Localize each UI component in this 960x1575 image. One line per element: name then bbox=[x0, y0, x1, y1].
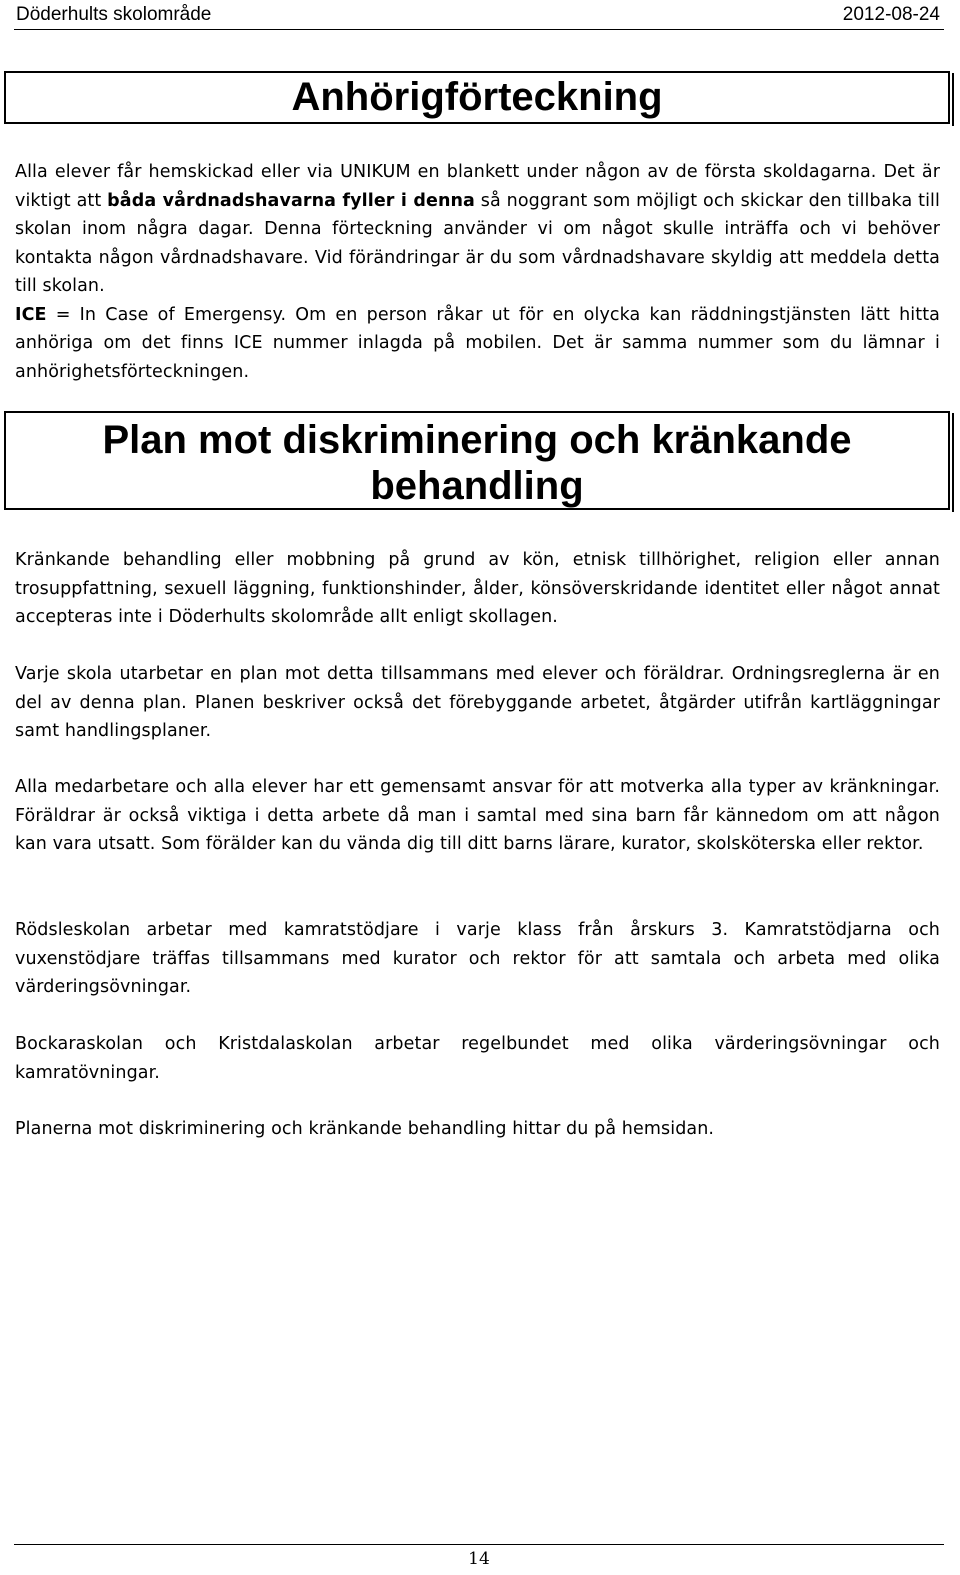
ice-term: ICE bbox=[15, 304, 47, 325]
paragraph: Rödsleskolan arbetar med kamratstödjare i varje klass från årskurs 3. Kamratstödjarna och vuxenstödjare träffas tillsammans med kurator och rektor för att samtala och arbeta med olika värderingsövningar. bbox=[15, 920, 940, 997]
paragraph-text: så noggrant som möjligt och skickar den tillbaka till skolan inom några dagar. Denna förteckning använder vi om något skulle inträffa och vi behöver kontakta någon vårdnadshavare. Vid förändringar är du som vårdnadshavare skyldig att meddela detta till skolan. bbox=[15, 190, 940, 296]
paragraph: Varje skola utarbetar en plan mot detta tillsammans med elever och föräldrar. Ordningsreglerna är en del av denna plan. Planen beskriver också det förebyggande arbetet, åtgärder utifrån kartläggningar samt handlingsplaner. bbox=[15, 664, 940, 741]
ice-description: = In Case of Emergensy. Om en person råkar ut för en olycka kan räddningstjänsten lätt hitta anhöriga om det finns ICE nummer inlagda på mobilen. Det är samma nummer som du lämnar i anhörighetsförteckningen. bbox=[15, 304, 940, 382]
page-footer bbox=[14, 1544, 944, 1575]
section-title-box bbox=[4, 411, 950, 510]
page-header bbox=[14, 2, 944, 30]
section-title-box bbox=[4, 71, 950, 124]
section-title-anhorig: Anhörigförteckning bbox=[291, 75, 663, 119]
title-box-shadow bbox=[952, 73, 954, 126]
paragraph-text: Alla elever får hemskickad eller via UNIKUM en blankett under någon av de första skoldagarna. Det är viktigt att bbox=[15, 162, 940, 211]
paragraph: Planerna mot diskriminering och kränkande behandling hittar du på hemsidan. bbox=[15, 1119, 715, 1139]
paragraph: Kränkande behandling eller mobbning på grund av kön, etnisk tillhörighet, religion eller annan trosuppfattning, sexuell läggning, funktionshinder, ålder, könsöverskridande identitet eller något annat accepteras inte i Döderhults skolområde allt enligt skollagen. bbox=[15, 550, 940, 627]
section-title-plan: Plan mot diskriminering och kränkande behandling bbox=[102, 418, 852, 508]
page-number: 14 bbox=[468, 1549, 490, 1569]
header-date: 2012-08-24 bbox=[842, 4, 940, 25]
paragraph-anhorig-intro bbox=[15, 158, 940, 386]
paragraph-bold-text: båda vårdnadshavarna fyller i denna bbox=[107, 190, 475, 211]
paragraph: Alla medarbetare och alla elever har ett gemensamt ansvar för att motverka alla typer av kränkningar. Föräldrar är också viktiga i detta arbete då man i samtal med sina barn får kännedom om att någon kan vara utsatt. Som förälder kan du vända dig till ditt barns lärare, kurator, skolsköterska eller rektor. bbox=[15, 777, 940, 854]
title-box-shadow bbox=[952, 413, 954, 512]
header-school-name: Döderhults skolområde bbox=[16, 4, 212, 25]
paragraph: Bockaraskolan och Kristdalaskolan arbetar regelbundet med olika värderingsövningar och kamratövningar. bbox=[15, 1034, 940, 1083]
